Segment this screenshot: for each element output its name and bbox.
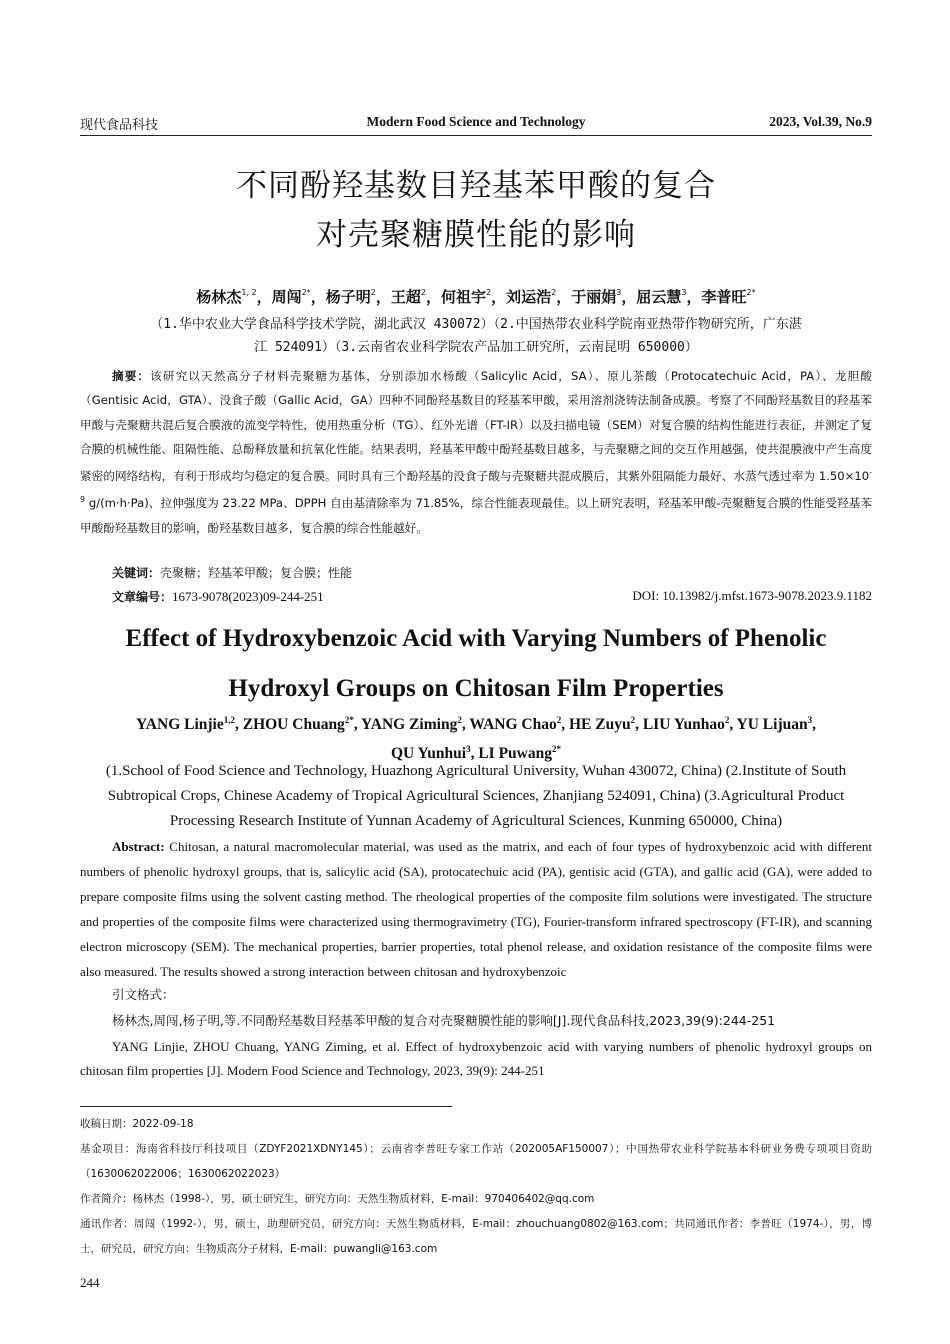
article-number-label: 文章编号： xyxy=(112,590,173,604)
author-cn: 何祖宇 xyxy=(441,288,487,306)
author-en-sup: 3 xyxy=(466,744,471,755)
authors-en-line2: QU Yunhui$^3$, LI Puwang$^{2*}$ xyxy=(390,744,561,763)
author-en-sup: 3 xyxy=(807,715,813,725)
author-cn-sup: 3 xyxy=(681,288,687,297)
author-en: ZHOU Chuang xyxy=(242,716,345,734)
footnote-corresponding: 通讯作者：周闯（1992-），男，硕士，助理研究员，研究方向：天然生物质材料，E-mail：zhouchuang0802@163.com；共同通讯作者：李普旺（1974-），男，博士，研究员，研究方向：生物质高分子材料，E-mail：puwangli@163.com xyxy=(80,1218,872,1255)
footnotes xyxy=(80,1112,872,1262)
author-en-sup: 1,2 xyxy=(223,715,235,725)
author-cn: 刘运浩 xyxy=(506,288,552,306)
author-en: HE Zuyu xyxy=(568,716,631,734)
keywords-cn-text: 壳聚糖；羟基苯甲酸；复合膜；性能 xyxy=(160,566,353,580)
affiliations-en: (1.School of Food Science and Technology, Huazhong Agricultural University, Wuhan 430072, China) (2.Institute of South Subtropical Crops, Chinese Academy of Tropical Agricultural Sciences, Zhanjiang 524091, China) (3.Agricultural Product Processing Research Institute of Yunnan Academy of Agricultural Sciences, Kunming 650000, China) xyxy=(105,763,847,829)
author-cn: 李普旺 xyxy=(701,288,747,306)
affiliations-cn xyxy=(80,313,872,359)
abstract-en xyxy=(80,834,872,984)
article-number xyxy=(112,588,324,605)
author-en: LIU Yunhao xyxy=(642,716,725,734)
volume-issue: 2023, Vol.39, No.9 xyxy=(769,114,872,129)
author-cn: 杨子明 xyxy=(325,288,371,306)
author-cn-sup: 2 xyxy=(486,288,492,297)
article-number-value: 1673-9078(2023)09-244-251 xyxy=(172,589,324,604)
title-en-line2: Hydroxyl Groups on Chitosan Film Properties xyxy=(228,675,724,702)
affiliation-cn-line1: （1.华中农业大学食品科学技术学院，湖北武汉 430072）（2.中国热带农业科学院南亚热带作物研究所，广东湛 xyxy=(150,317,802,332)
journal-name-en: Modern Food Science and Technology xyxy=(366,114,586,129)
abstract-cn xyxy=(80,364,872,540)
abstract-cn-text-1: 该研究以天然高分子材料壳聚糖为基体，分别添加水杨酸（Salicylic Acid，SA）、原儿茶酸（Protocatechuic Acid，PA）、龙胆酸（Gentisic Acid，GTA）、没食子酸（Gallic Acid，GA）四种不同酚羟基数目的羟基苯甲酸，采用溶剂浇铸法制备成膜。考察了不同酚羟基数目的羟基苯甲酸与壳聚糖共混后复合膜液的流变学特性，使用热重分析（TG）、红外光谱（FT-IR）以及扫描电镜（SEM）对复合膜的结构性能进行表征，并测定了复合膜的机械性能、阻隔性能、总酚释放量和抗氧化性能。结果表明，羟基苯甲酸中酚羟基数目越多，与壳聚糖之间的交互作用越强，使共混膜液中产生高度紧密的网络结构，有利于形成均匀稳定的复合膜。同时具有三个酚羟基的没食子酸与壳聚糖共混成膜后，其紫外阻隔能力最好、水蒸气透过率为 1.50×10 xyxy=(80,369,872,484)
affiliation-cn-line2: 江 524091）（3.云南省农业科学院农产品加工研究所，云南昆明 650000） xyxy=(254,340,698,355)
author-en: YU Lijuan xyxy=(736,716,808,734)
keywords-cn-label: 关键词： xyxy=(112,566,161,580)
author-cn-sup: 2 xyxy=(370,288,376,297)
citation-en: YANG Linjie, ZHOU Chuang, YANG Ziming, et al. Effect of hydroxybenzoic acid with varying numbers of phenolic hydroxyl groups on chitosan film properties [J]. Modern Food Science and Technology, 2023, 39(9): 244-251 xyxy=(80,1039,872,1078)
keywords-cn xyxy=(112,564,352,581)
authors-cn: 杨林杰$^{1, 2}$，周闯$^{2*}$，杨子明$^2$，王超$^2$，何祖宇$^2$，刘运浩$^2$，于丽娟$^3$，屈云慧$^3$，李普旺$^{2*}$ xyxy=(196,288,756,306)
footnote-received: 收稿日期：2022-09-18 xyxy=(80,1118,194,1130)
author-en-sup: 2* xyxy=(552,744,561,755)
journal-name-cn: 现代食品科技 xyxy=(80,118,159,133)
author-en: QU Yunhui xyxy=(390,745,467,763)
footnote-rule xyxy=(80,1106,452,1107)
author-cn-sup: 3 xyxy=(616,288,622,297)
author-en: YANG Ziming xyxy=(361,716,458,734)
abstract-en-label: Abstract: xyxy=(112,839,165,854)
author-en-sup: 2 xyxy=(724,715,730,725)
abstract-cn-label: 摘要： xyxy=(112,369,151,383)
author-en: WANG Chao xyxy=(469,716,557,734)
title-cn xyxy=(80,162,872,260)
abstract-en-text: Chitosan, a natural macromolecular material, was used as the matrix, and each of four types of hydroxybenzoic acid with different numbers of phenolic hydroxyl groups, that is, salicylic acid (SA), protocatechuic acid (PA), gentisic acid (GTA), and gallic acid (GA), were added to prepare composite films using the solvent casting method. The rheological properties of the composite film solutions were investigated. The structure and properties of the composite films were characterized using thermogravimetry (TG), Fourier-transform infrared spectroscopy (FT-IR), and scanning electron microscopy (SEM). The mechanical properties, barrier properties, total phenol release, and oxidation resistance of the composite films were also measured. The results showed a strong interaction between chitosan and hydroxybenzoic xyxy=(80,839,872,979)
citation-label: 引文格式： xyxy=(112,987,175,1002)
author-en: YANG Linjie xyxy=(136,716,224,734)
author-en-sup: 2 xyxy=(556,715,562,725)
author-en-sup: 2* xyxy=(344,715,354,725)
abstract-cn-text-2: g/(m·h·Pa)、拉伸强度为 23.22 MPa、DPPH 自由基清除率为 71.85%，综合性能表现最佳。以上研究表明，羟基苯甲酸-壳聚糖复合膜的性能受羟基苯甲酸酚羟基数目的影响，酚羟基数目越多，复合膜的综合性能越好。 xyxy=(80,496,872,535)
authors-en xyxy=(80,708,872,766)
footnote-author-intro: 作者简介：杨林杰（1998-），男，硕士研究生，研究方向：天然生物质材料，E-mail：970406402@qq.com xyxy=(80,1193,595,1205)
author-cn: 周闯 xyxy=(271,288,302,306)
author-cn: 屈云慧 xyxy=(636,288,682,306)
title-cn-line1: 不同酚羟基数目羟基苯甲酸的复合 xyxy=(236,168,716,204)
author-cn-sup: 2* xyxy=(746,288,756,297)
page-number: 244 xyxy=(80,1275,100,1290)
author-cn: 杨林杰 xyxy=(196,288,242,306)
author-cn-sup: 2 xyxy=(420,288,427,297)
citation-cn: 杨林杰,周闯,杨子明,等.不同酚羟基数目羟基苯甲酸的复合对壳聚糖膜性能的影响[J].现代食品科技,2023,39(9):244-251 xyxy=(112,1013,776,1028)
title-en xyxy=(80,614,872,714)
author-en: LI Puwang xyxy=(478,745,552,763)
author-cn: 于丽娟 xyxy=(571,288,617,306)
author-cn-sup: 2* xyxy=(301,288,311,297)
author-cn-sup: 1, 2 xyxy=(241,288,257,297)
author-cn: 王超 xyxy=(390,288,421,306)
title-en-line1: Effect of Hydroxybenzoic Acid with Varying Numbers of Phenolic xyxy=(125,625,827,652)
author-en-sup: 2 xyxy=(457,715,462,725)
abstract-cn-sup: -9 xyxy=(80,468,872,505)
running-header xyxy=(80,114,872,134)
title-cn-line2: 对壳聚糖膜性能的影响 xyxy=(316,217,636,253)
footnote-funding: 基金项目：海南省科技厅科技项目（ZDYF2021XDNY145）；云南省李普旺专家工作站（202005AF150007）；中国热带农业科学院基本科研业务费专项项目资助（1630062022006；1630062022023） xyxy=(80,1143,872,1180)
header-rule xyxy=(80,135,872,136)
author-en-sup: 2 xyxy=(630,715,636,725)
author-cn-sup: 2 xyxy=(551,288,557,297)
doi: DOI: 10.13982/j.mfst.1673-9078.2023.9.1182 xyxy=(632,588,872,603)
authors-en-line1: YANG Linjie$^{1,2}$, ZHOU Chuang$^{2*}$, YANG Ziming$^2$, WANG Chao$^2$, HE Zuyu$^2$, LIU Yunhao$^2$, YU Lijuan$^3$, xyxy=(136,715,816,734)
